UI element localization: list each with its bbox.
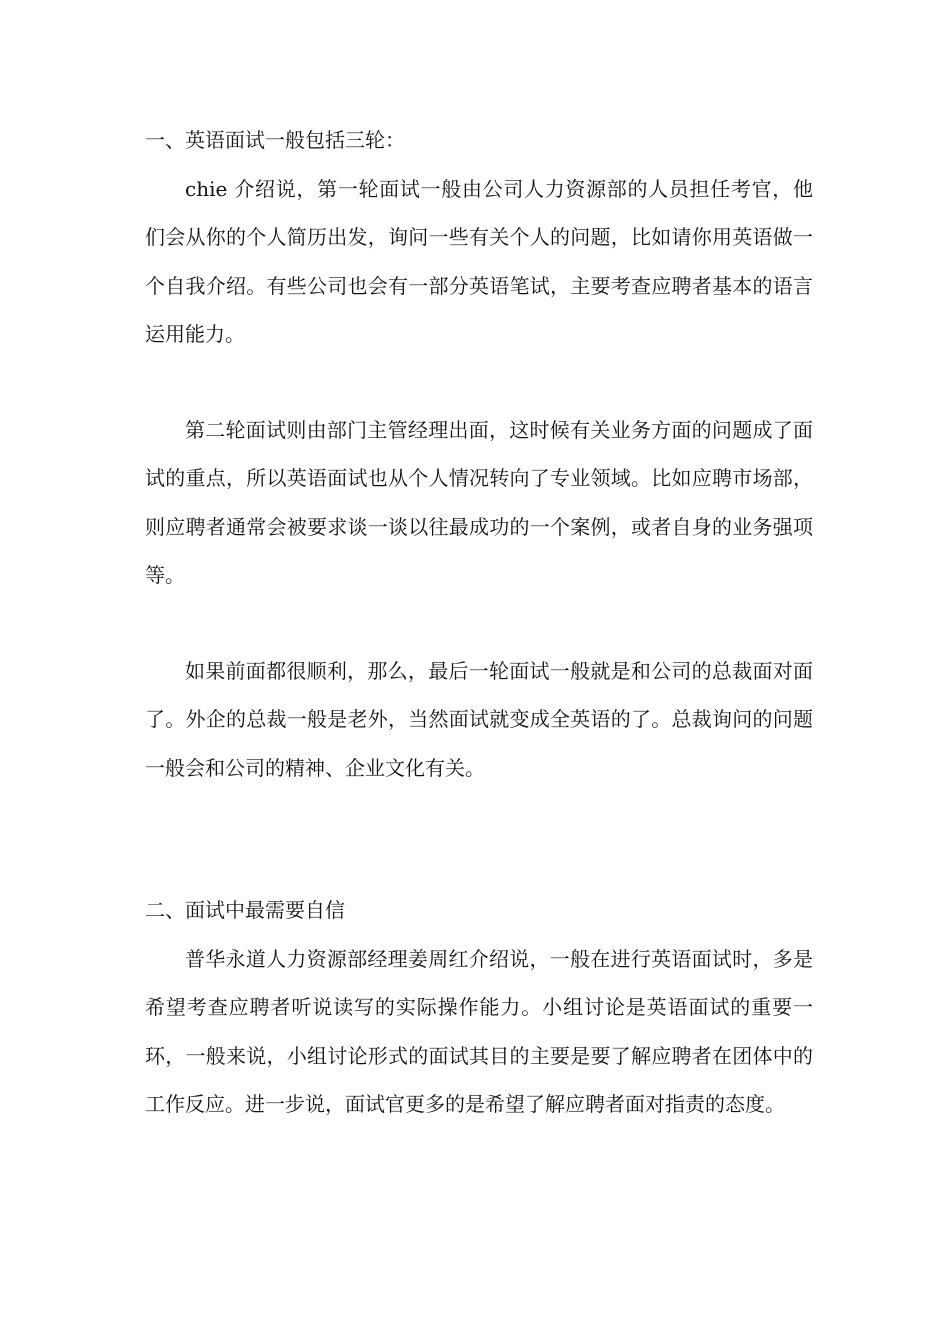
section-2-heading: 二、面试中最需要自信 bbox=[145, 898, 345, 922]
document-body bbox=[145, 116, 813, 1129]
section-2-paragraph-1: 普华永道人力资源部经理姜周红介绍说，一般在进行英语面试时，多是希望考查应聘者听说读写的实际操作能力。小组讨论是英语面试的重要一环，一般来说，小组讨论形式的面试其目的主要是要了解应聘者在团体中的工作反应。进一步说，面试官更多的是希望了解应聘者面对指责的态度。 bbox=[145, 946, 813, 1116]
section-1-paragraph-1: chie 介绍说，第一轮面试一般由公司人力资源部的人员担任考官，他们会从你的个人简历出发，询问一些有关个人的问题，比如请你用英语做一个自我介绍。有些公司也会有一部分英语笔试，主要考查应聘者基本的语言运用能力。 bbox=[145, 176, 813, 346]
section-1-heading: 一、英语面试一般包括三轮： bbox=[145, 128, 405, 152]
section-1-paragraph-3: 如果前面都很顺利，那么，最后一轮面试一般就是和公司的总裁面对面了。外企的总裁一般是老外，当然面试就变成全英语的了。总裁询问的问题一般会和公司的精神、企业文化有关。 bbox=[145, 658, 813, 780]
paragraph-spacer bbox=[145, 600, 813, 647]
section-1-paragraph-2: 第二轮面试则由部门主管经理出面，这时候有关业务方面的问题成了面试的重点，所以英语面试也从个人情况转向了专业领域。比如应聘市场部，则应聘者通常会被要求谈一谈以往最成功的一个案例，或者自身的业务强项等。 bbox=[145, 417, 813, 587]
section-spacer bbox=[145, 792, 813, 886]
paragraph-spacer bbox=[145, 359, 813, 406]
